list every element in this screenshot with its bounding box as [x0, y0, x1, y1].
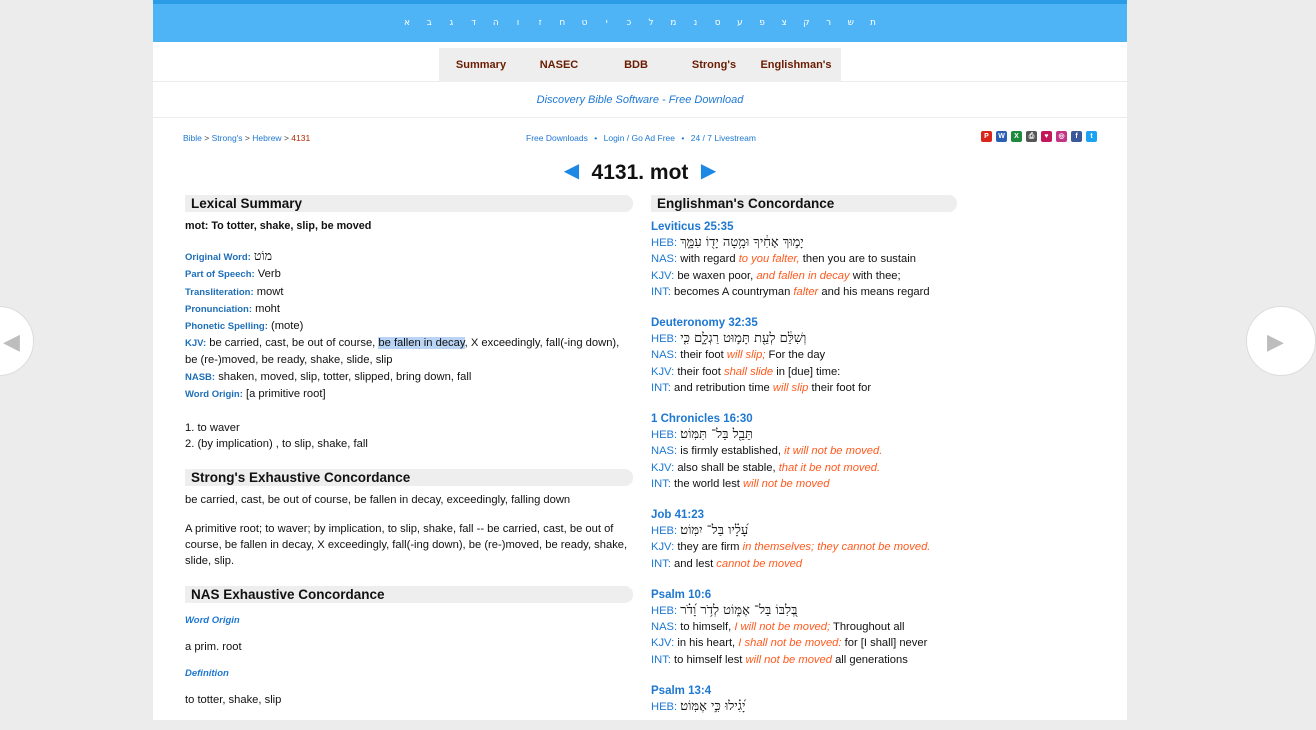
highlighted-word: will slip — [772, 381, 809, 394]
nasb-label: NASB: — [185, 371, 216, 383]
breadcrumb-separator: > — [283, 133, 289, 143]
transliteration-label: Transliteration: — [185, 286, 254, 298]
utility-row — [153, 131, 1127, 145]
hebrew-text: בְּ֭לִבּוֹ בַּל־ אֶמּ֑וֹט לְדֹ֥ר וָ֝דֹ֗ר — [680, 603, 798, 619]
bookmark-icon[interactable]: ♥ — [1041, 131, 1052, 142]
livestream-link[interactable]: 24 / 7 Livestream — [690, 133, 756, 143]
entry-title-row — [153, 158, 1127, 185]
alphabet-letter-link[interactable]: ט — [581, 18, 588, 28]
highlighted-word: will not be moved — [745, 653, 832, 666]
translation-text: all generations — [835, 653, 908, 666]
translation-text: and lest — [674, 557, 714, 570]
breadcrumb-separator: > — [244, 133, 250, 143]
alphabet-letter-link[interactable]: ל — [648, 18, 654, 28]
right-column — [651, 195, 957, 730]
translation-text: to himself, — [680, 621, 732, 634]
translation-label: KJV: — [651, 461, 675, 474]
instagram-icon[interactable]: ◎ — [1056, 131, 1067, 142]
verse-reference-link[interactable]: 1 Chronicles 16:30 — [651, 413, 753, 426]
link-separator: • — [681, 133, 685, 143]
heb-label: HEB: — [651, 525, 681, 538]
verse-reference-link[interactable]: Psalm 13:4 — [651, 684, 712, 697]
original-word-label: Original Word: — [185, 252, 251, 264]
hebrew-line — [651, 699, 957, 715]
translation-label: NAS: — [651, 253, 678, 266]
alphabet-letter-link[interactable]: ר — [826, 18, 832, 28]
tab-bdb[interactable]: BDB — [624, 59, 648, 71]
phonetic-spelling-label: Phonetic Spelling: — [185, 321, 268, 333]
hebrew-line — [651, 523, 957, 539]
highlighted-word: to you falter, — [738, 253, 800, 266]
highlighted-word: it will not be moved. — [784, 445, 883, 458]
alphabet-letter-link[interactable]: כ — [626, 18, 632, 28]
definition-1: 1. to waver — [185, 422, 240, 435]
highlighted-word: and fallen in decay — [756, 269, 850, 282]
heb-label: HEB: — [651, 605, 681, 618]
translation-text: then you are to sustain — [802, 253, 916, 266]
verse-reference-link[interactable]: Deuteronomy 32:35 — [651, 317, 758, 330]
facebook-icon[interactable]: f — [1071, 131, 1082, 142]
next-entry-arrow-icon[interactable]: ▶ — [700, 160, 717, 182]
print-icon[interactable]: ⎙ — [1026, 131, 1037, 142]
verse-entry — [651, 507, 957, 572]
breadcrumb — [183, 133, 310, 143]
translation-text: be waxen poor, — [677, 269, 754, 282]
translation-line — [651, 284, 957, 300]
strongs-definition: A primitive root; to waver; by implication, to slip, shake, fall -- be carried, cast, be out of course, be fallen in decay, X exceedingly, fall(-ing down), be (re-)moved, be ready, shake, slide, slip. — [185, 522, 628, 568]
translation-text: for [I shall] never — [844, 637, 928, 650]
kjv-selected-text[interactable]: be fallen in decay — [378, 337, 465, 350]
translation-label: NAS: — [651, 349, 678, 362]
nasb-row — [185, 369, 633, 386]
page-title: 4131. mot — [591, 161, 689, 184]
translation-text: For the day — [768, 349, 826, 362]
translation-line — [651, 539, 957, 555]
breadcrumb-strongs-link[interactable]: Strong's — [211, 133, 243, 143]
highlighted-word: will not be moved — [743, 477, 830, 490]
verse-reference-link[interactable]: Psalm 10:6 — [651, 588, 712, 601]
nas-definition-label: Definition — [185, 667, 229, 679]
translation-line — [651, 556, 957, 572]
alphabet-letter-link[interactable]: ס — [714, 18, 721, 28]
translation-text: in [due] time: — [776, 365, 841, 378]
translation-text: is firmly established, — [680, 445, 781, 458]
highlighted-word: I shall not be moved: — [738, 637, 842, 650]
chevron-left-icon: ◀ — [3, 329, 20, 354]
promo-bar — [153, 82, 1127, 118]
tab-nasec[interactable]: NASEC — [539, 59, 579, 71]
verse-reference-link[interactable]: Job 41:23 — [651, 509, 705, 522]
alphabet-letter-link[interactable]: ז — [538, 18, 542, 28]
translation-line — [651, 652, 957, 668]
next-page-button[interactable] — [1246, 306, 1316, 376]
heb-label: HEB: — [651, 701, 681, 714]
translation-text: with regard — [680, 253, 736, 266]
alphabet-letter-link[interactable]: ח — [559, 18, 566, 28]
translation-label: INT: — [651, 653, 671, 666]
part-of-speech: Verb — [257, 268, 281, 281]
hebrew-line — [651, 331, 957, 347]
alphabet-letter-link[interactable]: ג — [449, 18, 454, 28]
alphabet-letter-link[interactable]: י — [605, 18, 608, 28]
hebrew-text: יָמ֣וּךְ אָחִ֔יךָ וּמָ֥טָה יָד֖וֹ עִמָּ֑ךְ — [680, 235, 804, 251]
translation-text: the world lest — [674, 477, 740, 490]
englishmans-heading: Englishman's Concordance — [651, 195, 957, 212]
alphabet-letter-link[interactable]: נ — [693, 18, 698, 28]
alphabet-letter-link[interactable]: צ — [781, 18, 787, 28]
word-origin: [a primitive root] — [245, 387, 326, 400]
pronunciation: moht — [255, 302, 281, 315]
phonetic-spelling-row — [185, 318, 633, 335]
hebrew-line — [651, 603, 957, 619]
lexical-summary-heading: Lexical Summary — [185, 195, 633, 212]
verse-entry — [651, 587, 957, 668]
highlighted-word: in themselves; they cannot be moved. — [742, 541, 931, 554]
pronunciation-label: Pronunciation: — [185, 303, 253, 315]
translation-label: KJV: — [651, 269, 675, 282]
chevron-right-icon: ▶ — [1267, 329, 1284, 354]
original-word-row — [185, 248, 633, 266]
alphabet-letter-link[interactable]: א — [404, 18, 411, 28]
translation-text: their foot — [680, 349, 724, 362]
translation-line — [651, 635, 957, 651]
translation-line — [651, 251, 957, 267]
highlighted-word: falter — [793, 285, 819, 298]
nasb-text: shaken, moved, slip, totter, slipped, bring down, fall — [218, 370, 472, 383]
word-icon[interactable]: W — [996, 131, 1007, 142]
strongs-heading: Strong's Exhaustive Concordance — [185, 469, 633, 486]
translation-label: NAS: — [651, 445, 678, 458]
translation-text: they are firm — [677, 541, 740, 554]
translation-label: INT: — [651, 557, 671, 570]
translation-text: to himself lest — [674, 653, 743, 666]
nas-heading: NAS Exhaustive Concordance — [185, 586, 633, 603]
kjv-text-start: be carried, cast, be out of course, — [209, 337, 376, 350]
verse-entry — [651, 683, 957, 715]
kjv-label: KJV: — [185, 338, 207, 350]
translation-line — [651, 476, 957, 492]
alphabet-letter-link[interactable]: ש — [847, 18, 854, 28]
translation-label: KJV: — [651, 365, 675, 378]
breadcrumb-current: 4131 — [291, 133, 311, 143]
translation-text: Throughout all — [833, 621, 905, 634]
strongs-summary: be carried, cast, be out of course, be fallen in decay, exceedingly, falling down — [185, 494, 571, 507]
translation-label: INT: — [651, 381, 671, 394]
part-of-speech-row — [185, 266, 633, 283]
nas-word-origin-label: Word Origin — [185, 615, 240, 627]
translation-text: and retribution time — [674, 381, 770, 394]
hebrew-text: וְשִׁלֵּ֔ם לְעֵ֖ת תָּמ֣וּט רַגְלָ֑ם כִּ֤י — [680, 331, 807, 347]
highlighted-word: I will not be moved; — [734, 621, 831, 634]
tab-summary[interactable]: Summary — [455, 59, 507, 71]
previous-page-button[interactable] — [0, 306, 34, 376]
word-origin-label: Word Origin: — [185, 388, 243, 400]
translation-line — [651, 443, 957, 459]
tabs-row — [153, 42, 1127, 82]
nas-word-origin: a prim. root — [185, 641, 242, 654]
phonetic-spelling: (mote) — [270, 320, 304, 333]
free-downloads-link[interactable]: Free Downloads — [526, 133, 588, 143]
translation-line — [651, 268, 957, 284]
translation-text: with thee; — [852, 269, 901, 282]
hebrew-line — [651, 427, 957, 443]
highlighted-word: cannot be moved — [716, 557, 803, 570]
hebrew-alphabet-nav — [153, 0, 1127, 42]
translation-text: and his means regard — [821, 285, 930, 298]
verse-entry — [651, 219, 957, 300]
pronunciation-row — [185, 301, 633, 318]
breadcrumb-hebrew-link[interactable]: Hebrew — [252, 133, 282, 143]
translation-line — [651, 347, 957, 363]
translation-line — [651, 364, 957, 380]
header-links — [526, 133, 756, 143]
discovery-bible-link[interactable]: Discovery Bible Software - Free Download — [536, 94, 744, 106]
translation-label: KJV: — [651, 637, 675, 650]
nas-definition: to totter, shake, slip — [185, 693, 282, 706]
part-of-speech-label: Part of Speech: — [185, 269, 255, 281]
excel-icon[interactable]: X — [1011, 131, 1022, 142]
highlighted-word: shall slide — [723, 365, 774, 378]
alphabet-letter-link[interactable]: מ — [670, 18, 677, 28]
page-container — [153, 0, 1127, 720]
hebrew-line — [651, 235, 957, 251]
twitter-icon[interactable]: t — [1086, 131, 1097, 142]
translation-label: KJV: — [651, 541, 675, 554]
alphabet-letter-link[interactable]: ה — [492, 18, 499, 28]
kjv-text-end: , X exceedingly, fall(-ing down), be (re-)moved, be ready, shake, slide, slip — [185, 337, 620, 367]
definition-2: 2. (by implication) , to slip, shake, fall — [185, 438, 368, 451]
share-icons — [981, 131, 1097, 142]
transliteration: mowt — [256, 285, 284, 298]
translation-label: INT: — [651, 477, 671, 490]
heb-label: HEB: — [651, 429, 681, 442]
heb-label: HEB: — [651, 237, 681, 250]
breadcrumb-bible-link[interactable]: Bible — [183, 133, 202, 143]
previous-entry-arrow-icon[interactable]: ◀ — [563, 160, 580, 182]
original-word: מוֹט — [253, 248, 273, 264]
kjv-row — [185, 335, 633, 368]
verse-list — [651, 219, 957, 715]
alphabet-letter-link[interactable]: ע — [737, 18, 743, 28]
pdf-icon[interactable]: P — [981, 131, 992, 142]
hebrew-text: עָ֝לָ֗יו בַּל־ יִמּֽוֹט׃ — [680, 523, 749, 539]
alphabet-letter-link[interactable]: ו — [516, 18, 520, 28]
translation-text: their foot — [677, 365, 721, 378]
translation-line — [651, 460, 957, 476]
tab-strongs[interactable]: Strong's — [691, 59, 737, 71]
hebrew-text: יָ֝גִ֗ילוּ כִּ֣י אֶמּֽוֹט׃ — [680, 699, 746, 715]
translation-text: also shall be stable, — [677, 461, 776, 474]
verse-reference-link[interactable]: Leviticus 25:35 — [651, 221, 734, 233]
translation-line — [651, 619, 957, 635]
translation-line — [651, 380, 957, 396]
alphabet-letter-link[interactable]: ב — [426, 18, 432, 28]
verse-entry — [651, 315, 957, 396]
highlighted-word: will slip; — [726, 349, 766, 362]
view-tabs — [439, 48, 841, 82]
link-separator: • — [594, 133, 598, 143]
word-origin-row — [185, 386, 633, 403]
translation-text: their foot for — [811, 381, 872, 394]
verse-entry — [651, 411, 957, 492]
tab-englishmans[interactable]: Englishman's — [760, 59, 832, 71]
alphabet-letter-link[interactable]: פ — [759, 18, 765, 28]
breadcrumb-separator: > — [204, 133, 210, 143]
translation-label: INT: — [651, 285, 671, 298]
alphabet-letter-link[interactable]: ד — [471, 18, 477, 28]
translation-text: in his heart, — [677, 637, 736, 650]
lexical-summary-text: mot: To totter, shake, slip, be moved — [185, 220, 372, 232]
alphabet-letter-link[interactable]: ק — [803, 18, 810, 28]
transliteration-row — [185, 284, 633, 301]
translation-text: becomes A countryman — [674, 285, 791, 298]
translation-label: NAS: — [651, 621, 678, 634]
heb-label: HEB: — [651, 333, 681, 346]
login-link[interactable]: Login / Go Ad Free — [603, 133, 675, 143]
highlighted-word: that it be not moved. — [778, 461, 881, 474]
alphabet-letter-link[interactable]: ת — [870, 18, 876, 28]
left-column — [185, 195, 633, 708]
hebrew-text: תֵּבֵ֖ל בַּל־ תִּמּֽוֹט׃ — [680, 427, 753, 443]
